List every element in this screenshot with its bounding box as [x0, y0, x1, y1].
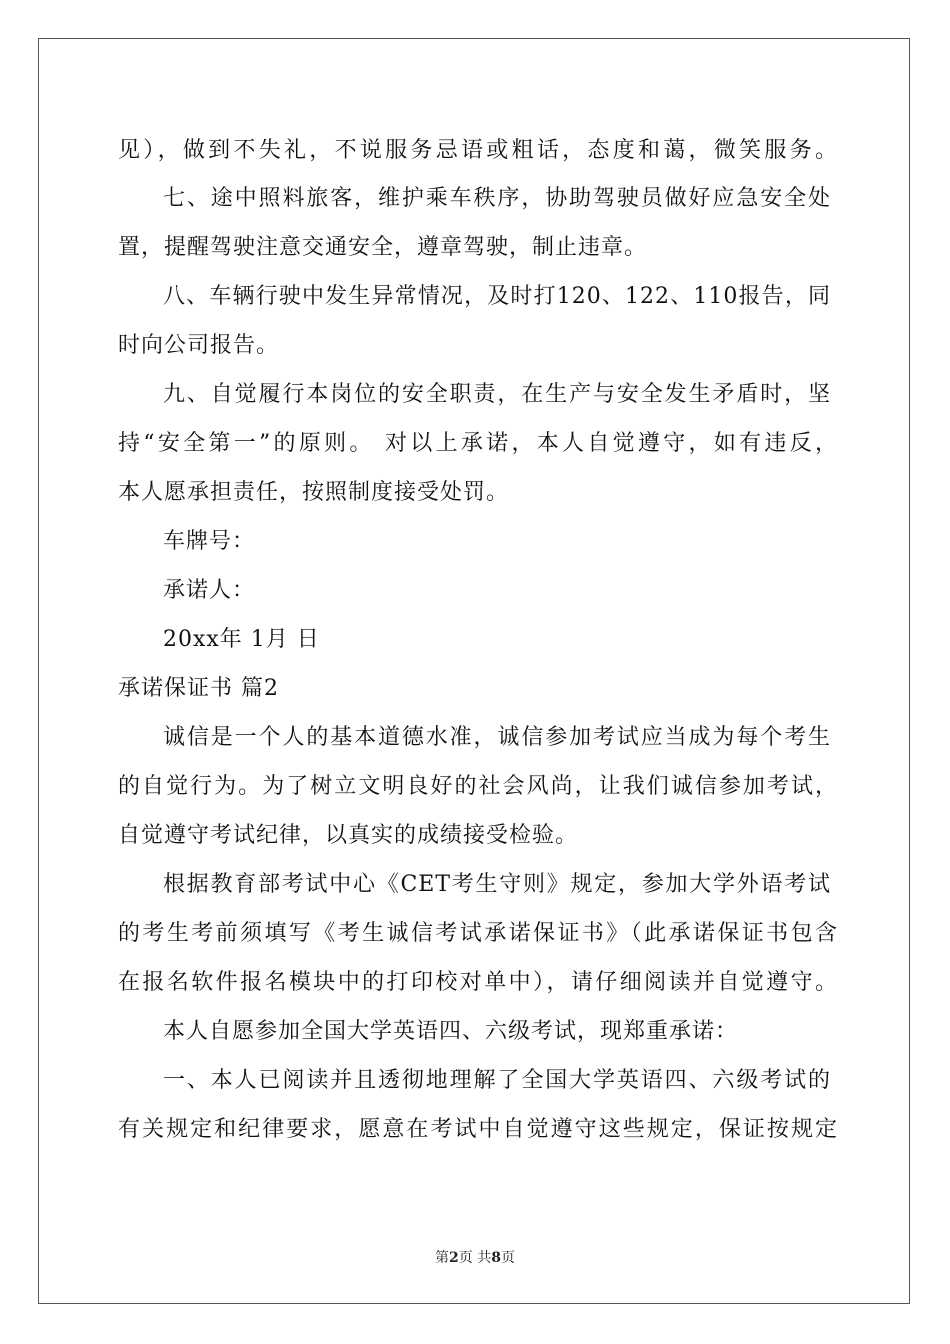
text-line: 在报名软件报名模块中的打印校对单中），请仔细阅读并自觉遵守。 — [118, 970, 838, 995]
footer-prefix: 第 — [435, 1250, 450, 1266]
text-line: 置，提醒驾驶注意交通安全，遵章驾驶，制止违章。 — [118, 235, 648, 260]
text-line: 七、途中照料旅客，维护乘车秩序，协助驾驶员做好应急安全处 — [163, 186, 831, 211]
text-line: 时向公司报告。 — [118, 333, 280, 358]
footer-suffix: 页 — [500, 1250, 515, 1266]
text-line: 九、自觉履行本岗位的安全职责，在生产与安全发生矛盾时，坚 — [163, 382, 831, 407]
text-line: 本人愿承担责任，按照制度接受处罚。 — [118, 480, 510, 505]
text-line: 有关规定和纪律要求，愿意在考试中自觉遵守这些规定，保证按规定 — [118, 1117, 838, 1142]
text-line: 车牌号： — [163, 529, 256, 554]
page-border — [38, 38, 910, 1304]
text-line: 承诺人： — [163, 578, 256, 603]
current-page-number: 2 — [449, 1250, 459, 1266]
text-line: 的自觉行为。为了树立文明良好的社会风尚，让我们诚信参加考试， — [118, 774, 838, 799]
text-line: 八、车辆行驶中发生异常情况，及时打120、122、110报告，同 — [163, 284, 831, 309]
footer-mid: 页 共 — [458, 1250, 492, 1266]
text-line: 持“安全第一”的原则。 对以上承诺，本人自觉遵守，如有违反， — [118, 431, 838, 456]
section-heading: 承诺保证书 篇2 — [118, 676, 279, 701]
text-line: 自觉遵守考试纪律，以真实的成绩接受检验。 — [118, 823, 579, 848]
page-footer — [0, 1249, 950, 1267]
text-line: 根据教育部考试中心《CET考生守则》规定，参加大学外语考试 — [163, 872, 831, 897]
text-line: 一、本人已阅读并且透彻地理解了全国大学英语四、六级考试的 — [163, 1068, 831, 1093]
text-line: 的考生考前须填写《考生诚信考试承诺保证书》（此承诺保证书包含 — [118, 921, 838, 946]
text-line: 本人自愿参加全国大学英语四、六级考试，现郑重承诺： — [163, 1019, 739, 1044]
text-line: 20xx年 1月 日 — [163, 627, 320, 652]
text-line: 见），做到不失礼，不说服务忌语或粗话，态度和蔼，微笑服务。 — [118, 138, 838, 163]
text-line: 诚信是一个人的基本道德水准，诚信参加考试应当成为每个考生 — [163, 725, 831, 750]
total-page-number: 8 — [491, 1250, 501, 1266]
